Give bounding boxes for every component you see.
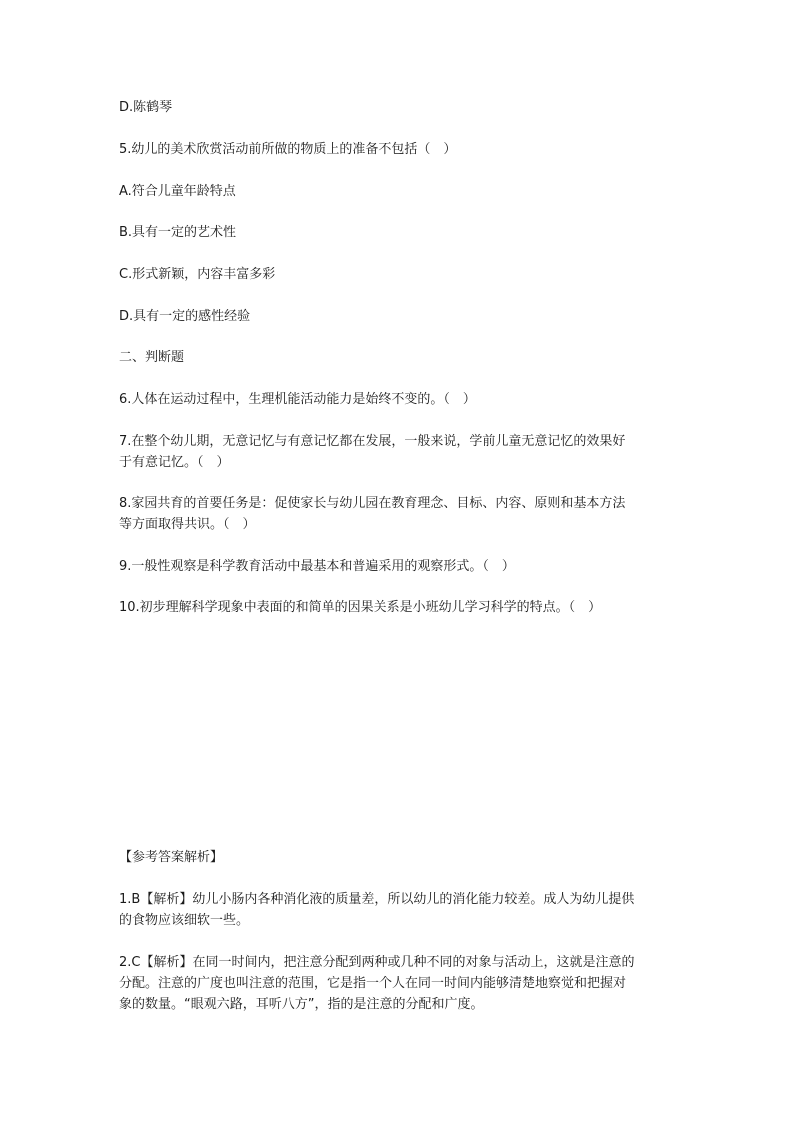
q5-stem: 5.幼儿的美术欣赏活动前所做的物质上的准备不包括（ ） bbox=[119, 142, 457, 157]
q10-text: 10.初步理解科学现象中表面的和简单的因果关系是小班幼儿学习科学的特点。（ ） bbox=[119, 600, 602, 615]
q8-text-line1: 8.家园共育的首要任务是：促使家长与幼儿园在教育理念、目标、内容、原则和基本方法 bbox=[119, 496, 626, 511]
q5-option-a: A.符合儿童年龄特点 bbox=[119, 184, 236, 199]
q7-text-line2: 于有意记忆。（ ） bbox=[119, 455, 230, 470]
q5-option-b: B.具有一定的艺术性 bbox=[119, 225, 237, 240]
q5-option-c: C.形式新颖，内容丰富多彩 bbox=[119, 267, 276, 282]
q9-text: 9.一般性观察是科学教育活动中最基本和普遍采用的观察形式。（ ） bbox=[119, 559, 515, 574]
answer-2-line1: 2.C【解析】在同一时间内，把注意分配到两种或几种不同的对象与活动上，这就是注意的 bbox=[119, 955, 635, 970]
answer-1-line2: 的食物应该细软一些。 bbox=[119, 913, 250, 928]
q4-option-d: D.陈鹤琴 bbox=[119, 100, 173, 115]
q7-text-line1: 7.在整个幼儿期，无意记忆与有意记忆都在发展，一般来说，学前儿童无意记忆的效果好 bbox=[119, 434, 626, 449]
answer-2-line2: 分配。注意的广度也叫注意的范围，它是指一个人在同一时间内能够清楚地察觉和把握对 bbox=[119, 976, 627, 991]
q6-text: 6.人体在运动过程中，生理机能活动能力是始终不变的。（ ） bbox=[119, 392, 476, 407]
q8-text-line2: 等方面取得共识。（ ） bbox=[119, 517, 256, 532]
answer-1-line1: 1.B【解析】幼儿小肠内各种消化液的质量差，所以幼儿的消化能力较差。成人为幼儿提供 bbox=[119, 892, 635, 907]
answers-heading: 【参考答案解析】 bbox=[119, 850, 224, 865]
q5-option-d: D.具有一定的感性经验 bbox=[119, 309, 251, 324]
section-heading-judgment: 二、判断题 bbox=[119, 350, 185, 365]
answer-2-line3: 象的数量。“眼观六路，耳听八方”，指的是注意的分配和广度。 bbox=[119, 997, 484, 1012]
